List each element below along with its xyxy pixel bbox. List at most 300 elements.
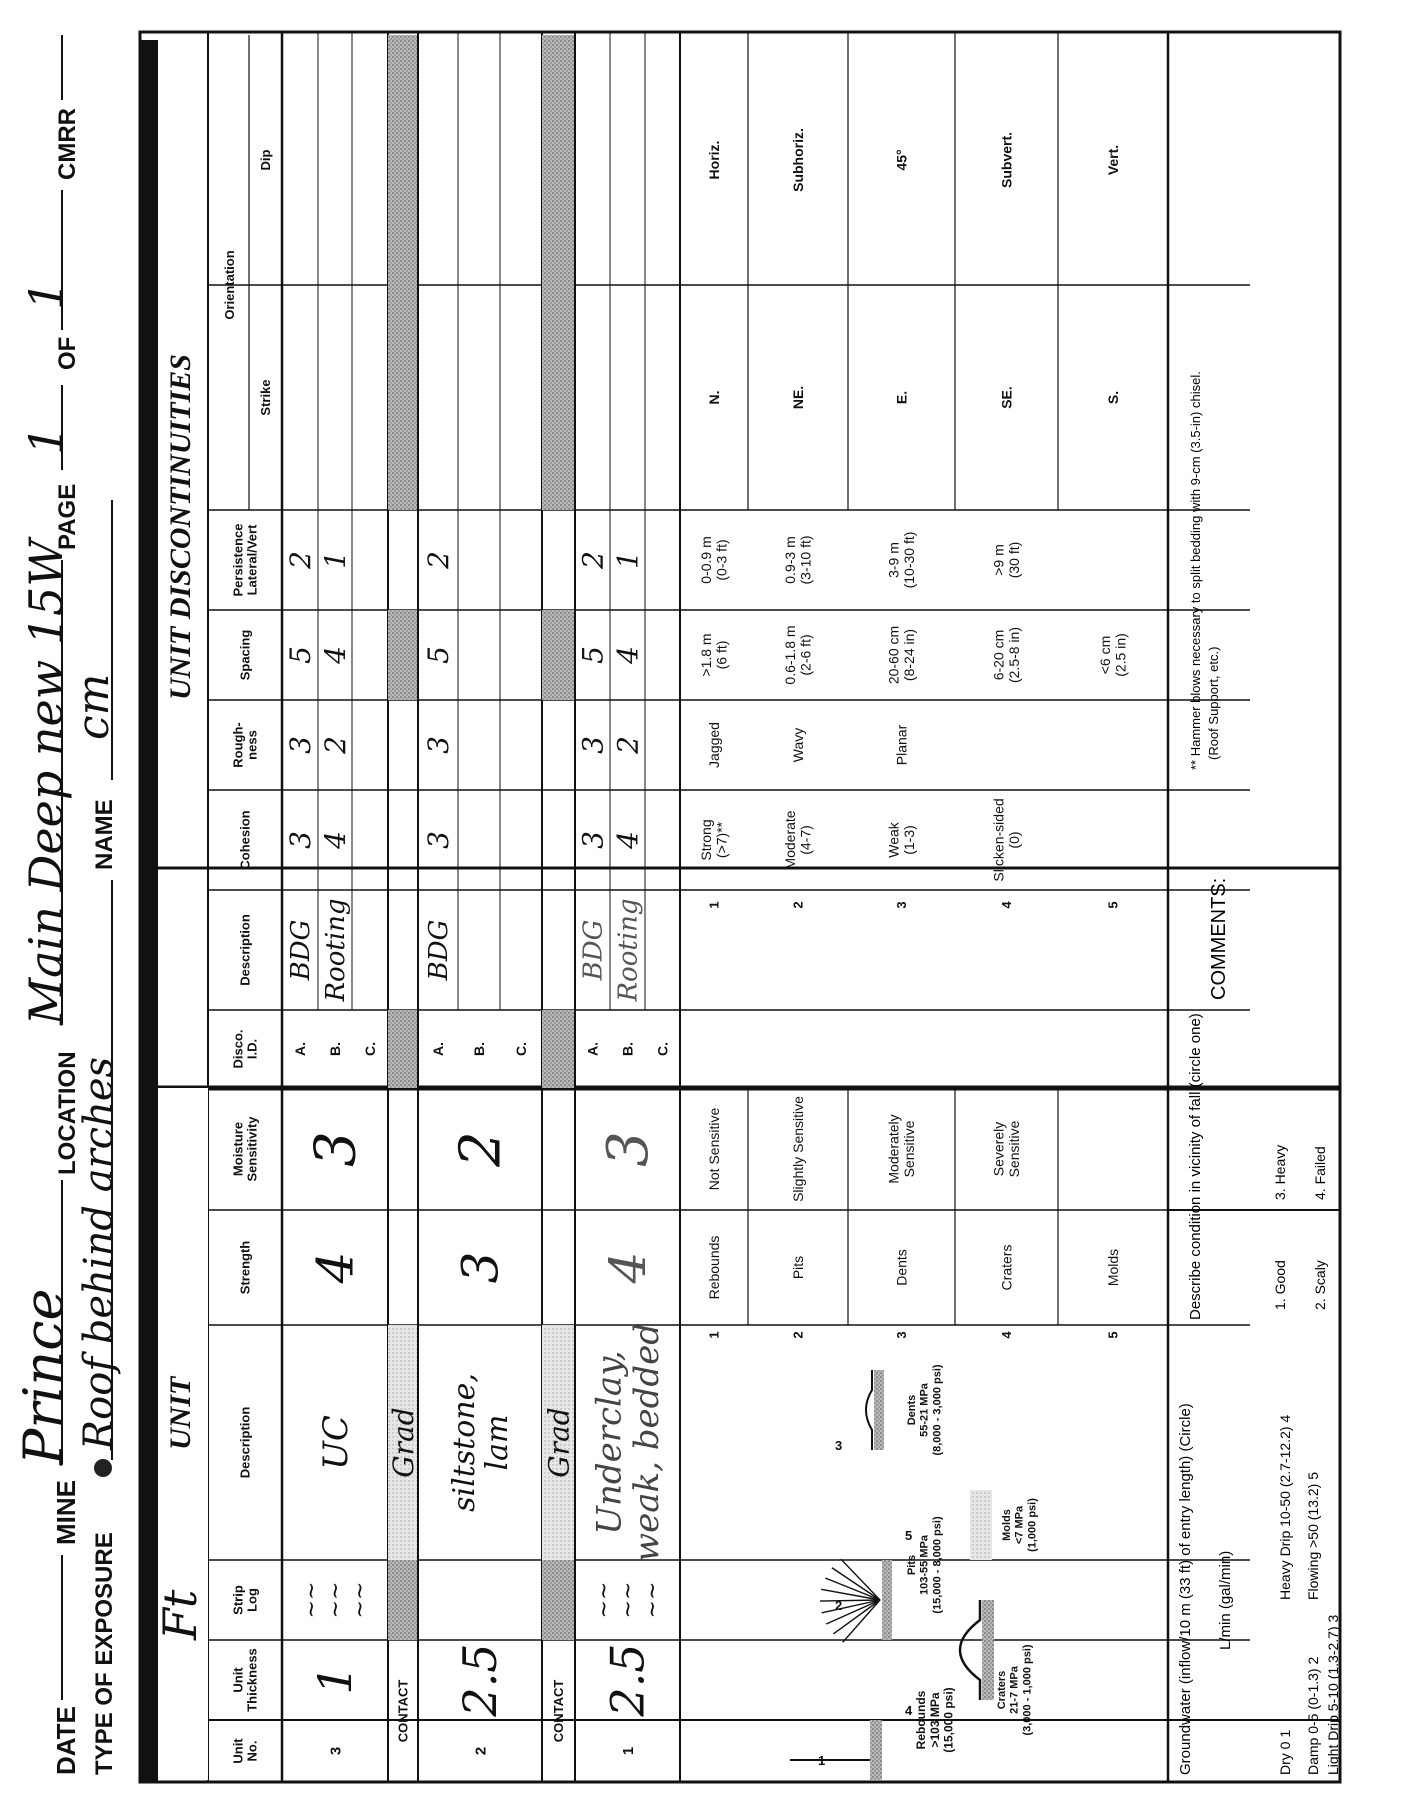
- legend-moisture-line: Moderately: [885, 1114, 902, 1184]
- legend-persistence: [782, 535, 813, 584]
- header-dip-line: Dip: [258, 149, 274, 171]
- disc-persistence: [319, 551, 352, 569]
- legend-dip-line: Horiz.: [705, 140, 722, 180]
- cmrr-label: CMRR: [54, 108, 81, 180]
- legend-cohesion: [698, 819, 729, 860]
- header-strike: [258, 379, 273, 415]
- legend-moisture-line: Not Sensitive: [705, 1107, 722, 1191]
- header-dip: [258, 149, 273, 170]
- exposure-label: TYPE OF EXPOSURE: [91, 1532, 118, 1775]
- disc-id-line: B.: [470, 1042, 487, 1056]
- disc-description-line: BDG: [424, 919, 455, 981]
- legend-roughness-line: Planar: [893, 724, 910, 766]
- diagram-dents-label: Dents: [906, 1394, 918, 1426]
- unit-moisture-line: 3: [303, 1131, 369, 1167]
- diagram-pits-label: 103-55 MPa: [918, 1535, 931, 1595]
- contact-shading: [388, 1560, 418, 1640]
- page-value: 1: [19, 425, 73, 455]
- header-unit-description-line: Description: [237, 1406, 253, 1479]
- unit-number: [327, 1747, 344, 1755]
- disc-cohesion-line: 4: [611, 831, 645, 849]
- header-cohesion-line: Cohesion: [237, 810, 253, 870]
- legend-spacing-line: 6-20 cm: [990, 629, 1007, 681]
- legend-strike-line: NE.: [789, 385, 806, 410]
- legend-strength-line: Dents: [893, 1249, 910, 1286]
- diagram-number: 1: [818, 1753, 826, 1768]
- unit-description-line: siltstone,: [447, 1373, 482, 1512]
- legend-persistence-line: 3-9 m: [885, 542, 902, 578]
- legend-moisture-line: Sensitive: [1006, 1120, 1023, 1178]
- disc-roughness-line: 3: [576, 736, 610, 754]
- legend-dip-line: 45°: [893, 149, 910, 171]
- disc-roughness-line: 2: [611, 736, 645, 754]
- unit-moisture: [596, 1131, 661, 1167]
- legend-strength-line: Molds: [1104, 1248, 1121, 1287]
- disc-roughness-line: 3: [283, 736, 317, 754]
- disc-cohesion-line: 3: [421, 831, 455, 849]
- groundwater-units: L/min (gal/min): [1217, 1550, 1234, 1650]
- diagram-rebounds-label: (15,000 psi): [941, 1687, 956, 1753]
- legend-strength: [1105, 1249, 1121, 1286]
- strip-log-marks-line: ~~: [616, 1581, 642, 1619]
- legend-persistence-line: (10-30 ft): [901, 531, 918, 589]
- diagram-rebounds-label: Rebounds: [914, 1690, 928, 1750]
- unit-section-title: UNIT: [164, 1376, 197, 1450]
- groundwater-option[interactable]: Dry 0 1: [1277, 1729, 1293, 1775]
- header-unit-no-line: Unit: [230, 1738, 246, 1764]
- disc-id: [292, 1042, 308, 1056]
- disc-persistence: [576, 551, 609, 570]
- groundwater-option[interactable]: Heavy Drip 10-50 (2.7-12.2) 4: [1277, 1414, 1293, 1600]
- header-unit-description: [238, 1407, 253, 1479]
- mine-label: MINE: [51, 1480, 81, 1545]
- unit-strength: [452, 1252, 510, 1284]
- disc-persistence: [284, 551, 317, 570]
- header-roughness-line: ness: [244, 730, 260, 760]
- disc-id-line: B.: [619, 1042, 636, 1056]
- legend-moisture: [706, 1108, 722, 1191]
- disc-spacing-line: 5: [576, 646, 610, 664]
- legend-strength-line: Craters: [998, 1244, 1015, 1291]
- header-unit-no-line: No.: [244, 1740, 260, 1762]
- contact-shading: [388, 610, 418, 700]
- legend-persistence-line: (0-3 ft): [713, 539, 730, 581]
- header-persistence-line: Persistence: [230, 523, 246, 597]
- legend-spacing-line: (2-6 ft): [797, 634, 814, 676]
- legend-strike-line: SE.: [998, 386, 1015, 409]
- legend-strike: [998, 386, 1014, 409]
- legend-number: [1106, 901, 1121, 908]
- contact-description: [387, 1407, 420, 1477]
- condition-option[interactable]: 2. Scaly: [1312, 1260, 1328, 1310]
- disc-id-line: B.: [326, 1042, 343, 1056]
- legend-number-line: 1: [706, 901, 722, 909]
- legend-strike-line: E.: [893, 390, 910, 405]
- header-orientation-line: Orientation: [222, 250, 238, 320]
- disc-cohesion: [284, 831, 317, 849]
- diagram-craters-label: 21-7 MPa: [1008, 1666, 1021, 1714]
- legend-strength: [706, 1236, 722, 1300]
- legend-persistence-line: (30 ft): [1006, 541, 1023, 579]
- unit-strength: [307, 1252, 365, 1285]
- contact-label: [396, 1680, 411, 1743]
- legend-spacing-line: (2.5-8 in): [1006, 626, 1023, 684]
- disc-roughness: [319, 736, 352, 755]
- diagram-molds-label: (1,000 psi): [1026, 1498, 1039, 1552]
- legend-moisture: [886, 1114, 917, 1183]
- unit-thickness: [308, 1665, 362, 1694]
- diagram-dents-label: 55-21 MPa: [918, 1383, 931, 1437]
- legend-cohesion-line: (0): [1006, 831, 1023, 849]
- header-unit-no: [230, 1738, 259, 1764]
- header-disco-id-line: Disco.: [230, 1029, 246, 1069]
- disc-id: [654, 1042, 670, 1056]
- disc-spacing-line: 5: [421, 646, 455, 664]
- disc-description-line: BDG: [286, 919, 317, 981]
- disc-spacing-line: 4: [611, 646, 645, 664]
- disc-roughness: [284, 736, 317, 754]
- legend-spacing: [991, 627, 1022, 683]
- legend-dip-line: Vert.: [1104, 144, 1121, 176]
- legend-number: [707, 1331, 722, 1338]
- unit-moisture-line: 2: [448, 1131, 514, 1167]
- disc-cohesion-line: 4: [318, 831, 352, 849]
- diagram-rebounds-label: >103 MPa: [927, 1692, 942, 1748]
- disc-roughness-line: 2: [318, 736, 352, 754]
- disc-id: [584, 1042, 600, 1056]
- legend-number-line: 1: [706, 1331, 722, 1339]
- disc-persistence-line: 1: [318, 551, 352, 569]
- legend-persistence: [991, 542, 1022, 579]
- disc-description-line: Rooting: [613, 898, 644, 1002]
- disc-cohesion: [422, 831, 455, 849]
- unit-strength-line: 3: [451, 1251, 510, 1284]
- legend-dip: [893, 149, 909, 170]
- legend-spacing-line: (2.5 in): [1112, 633, 1129, 677]
- header-persistence-line: Lateral/Vert: [244, 524, 260, 596]
- legend-roughness: [790, 728, 806, 762]
- unit-description: [316, 1415, 356, 1470]
- legend-number: [894, 901, 909, 908]
- legend-persistence-line: 0-0.9 m: [698, 536, 715, 584]
- unit-moisture: [449, 1131, 514, 1168]
- header-thickness-line: Thickness: [244, 1648, 260, 1712]
- diagram-craters-label: Craters: [996, 1670, 1008, 1710]
- page-label: PAGE: [54, 483, 81, 550]
- disc-persistence: [611, 551, 644, 569]
- legend-cohesion: [886, 821, 917, 858]
- exposure-checkmark-icon: [94, 1459, 112, 1477]
- contact-shading: [388, 1010, 418, 1088]
- strip-log-marks-line: ~~: [299, 1581, 325, 1619]
- unit-number: [472, 1747, 489, 1755]
- contact-shading: [542, 1560, 575, 1640]
- contact-label-line: CONTACT: [395, 1679, 411, 1743]
- header-disc-description: [238, 914, 253, 986]
- strip-log-marks: [592, 1582, 665, 1619]
- contact-shading: [388, 35, 418, 510]
- header-moisture-line: Moisture: [230, 1121, 246, 1177]
- legend-moisture: [790, 1096, 806, 1202]
- legend-persistence-line: (3-10 ft): [797, 535, 814, 585]
- legend-cohesion-line: Slicken-sided: [990, 798, 1007, 882]
- condition-option[interactable]: 3. Heavy: [1272, 1144, 1288, 1200]
- disc-id: [362, 1042, 378, 1056]
- disc-description-line: BDG: [578, 919, 609, 981]
- condition-option[interactable]: 4. Failed: [1312, 1146, 1328, 1200]
- disc-cohesion: [319, 831, 352, 850]
- legend-strength: [893, 1249, 909, 1286]
- legend-cohesion-line: (>7)**: [713, 821, 730, 859]
- name-label: NAME: [91, 799, 118, 870]
- legend-strike: [706, 391, 722, 405]
- legend-dip: [706, 141, 722, 180]
- disc-roughness: [422, 736, 455, 754]
- disc-description: [321, 898, 351, 1002]
- legend-number-line: 2: [790, 901, 806, 909]
- legend-moisture: [991, 1120, 1022, 1177]
- contact-description: [542, 1407, 575, 1477]
- unit-description-line: Underclay,: [589, 1350, 630, 1535]
- pit-rock: [882, 1560, 892, 1640]
- header-spacing-line: Spacing: [237, 629, 253, 681]
- legend-dip: [1105, 145, 1121, 175]
- unit-thickness: [453, 1643, 507, 1717]
- dent-rock: [874, 1370, 884, 1450]
- legend-dip: [790, 128, 806, 192]
- unit-thickness: [601, 1643, 655, 1717]
- unit-strength-line: 4: [599, 1251, 657, 1284]
- contact-label: [551, 1680, 566, 1743]
- legend-moisture-line: Slightly Sensitive: [789, 1096, 806, 1202]
- legend-strike: [1105, 391, 1121, 404]
- disc-cohesion-line: 3: [576, 831, 610, 849]
- legend-number-line: 5: [1105, 901, 1121, 909]
- legend-strength: [790, 1256, 806, 1279]
- legend-number: [999, 1331, 1014, 1339]
- legend-dip-line: Subhoriz.: [789, 128, 806, 192]
- header-strip-log-line: Strip: [230, 1585, 246, 1615]
- condition-title: Describe condition in vicinity of fall (circle one): [1187, 1013, 1204, 1320]
- contact-description-line: Grad: [386, 1407, 420, 1478]
- legend-strike-line: N.: [705, 390, 722, 405]
- unit-strength-line: 4: [306, 1251, 365, 1284]
- legend-roughness-line: Wavy: [789, 727, 806, 763]
- groundwater-option[interactable]: Light Drip 5-10 (1.3-2.7) 3: [1325, 1614, 1341, 1775]
- legend-spacing-line: >1.8 m: [698, 633, 715, 677]
- thickness-units: Ft: [153, 1589, 207, 1640]
- disc-persistence-line: 2: [576, 551, 610, 569]
- legend-spacing-line: 0.6-1.8 m: [782, 625, 799, 685]
- legend-strike: [790, 386, 806, 409]
- condition-option[interactable]: 1. Good: [1272, 1260, 1288, 1310]
- rebound-rock: [870, 1720, 882, 1780]
- legend-number-line: 2: [790, 1331, 806, 1339]
- legend-number: [791, 1331, 806, 1338]
- diagram-molds-label: Molds: [1001, 1509, 1013, 1541]
- legend-dip: [998, 132, 1014, 188]
- legend-spacing-line: (6 ft): [713, 640, 730, 670]
- unit-description-line: weak, bedded: [627, 1322, 668, 1563]
- disc-id: [430, 1042, 446, 1056]
- disc-spacing: [576, 646, 609, 664]
- contact-shading: [542, 35, 575, 510]
- legend-number: [707, 901, 722, 908]
- diagram-molds-label: <7 MPa: [1013, 1505, 1026, 1545]
- disc-description: [579, 920, 609, 982]
- disc-id-line: C.: [654, 1042, 671, 1056]
- location-value: Main Deep new 15W: [19, 539, 73, 1025]
- legend-number: [999, 901, 1014, 909]
- unit-description-line: UC: [315, 1415, 356, 1470]
- name-value: cm: [68, 673, 119, 740]
- disc-id: [471, 1042, 487, 1056]
- legend-moisture-line: Severely: [990, 1121, 1007, 1177]
- disc-persistence-line: 1: [611, 551, 645, 569]
- disc-spacing: [422, 646, 455, 664]
- strip-log-marks: [300, 1582, 373, 1619]
- legend-strength: [998, 1245, 1014, 1291]
- legend-strike-line: S.: [1104, 390, 1121, 405]
- unit-moisture: [304, 1131, 369, 1167]
- disc-id: [327, 1042, 343, 1056]
- mold-rock: [970, 1490, 992, 1560]
- comments-note: ** Hammer blows necessary to split bedding with 9-cm (3.5-in) chisel.: [1188, 371, 1203, 770]
- header-spacing: [238, 630, 253, 681]
- legend-number-line: 4: [999, 901, 1015, 909]
- crater-rock: [982, 1600, 994, 1700]
- exposure-value: Roof behind arches: [76, 1056, 122, 1450]
- legend-cohesion-line: (4-7): [797, 825, 814, 855]
- disc-id-line: C.: [361, 1042, 378, 1056]
- disc-description: [424, 920, 454, 982]
- legend-number: [791, 901, 806, 908]
- unit-description: [590, 1323, 667, 1562]
- legend-cohesion-line: Strong: [698, 819, 715, 861]
- strip-log-marks-line: ~~: [347, 1581, 373, 1619]
- legend-number-line: 3: [894, 1331, 910, 1339]
- of-label: OF: [54, 336, 81, 370]
- disc-id-line: A.: [429, 1042, 446, 1056]
- legend-number: [894, 1331, 909, 1338]
- disc-roughness: [611, 736, 644, 755]
- legend-spacing-line: <6 cm: [1097, 635, 1114, 675]
- mine-value: Prince: [12, 1288, 75, 1465]
- contact-shading: [542, 610, 575, 700]
- legend-number-line: 5: [1105, 1331, 1121, 1339]
- unit-number-line: 2: [472, 1746, 490, 1756]
- diagram-number: 5: [905, 1528, 913, 1543]
- legend-strength-line: Pits: [789, 1255, 806, 1280]
- unit-number-line: 3: [327, 1746, 345, 1756]
- header-disc-description-line: Description: [237, 914, 253, 986]
- contact-shading: [542, 1010, 575, 1088]
- legend-roughness: [706, 722, 722, 768]
- legend-roughness-line: Jagged: [705, 722, 722, 768]
- diagram-number: 4: [905, 1703, 913, 1718]
- diagram-number: 2: [835, 1598, 843, 1613]
- disc-id-line: A.: [584, 1042, 601, 1056]
- header-thickness-line: Unit: [230, 1667, 246, 1693]
- unit-strength: [599, 1252, 657, 1285]
- disc-roughness: [576, 736, 609, 754]
- disc-roughness-line: 3: [421, 736, 455, 754]
- disc-description: [286, 920, 316, 982]
- legend-persistence-line: >9 m: [990, 544, 1007, 576]
- legend-spacing-line: (8-24 in): [901, 628, 918, 682]
- legend-cohesion-line: (1-3): [901, 825, 918, 855]
- unit-moisture-line: 3: [596, 1131, 662, 1167]
- strip-log-marks-line: ~~: [592, 1581, 617, 1619]
- header-strike-line: Strike: [258, 379, 274, 416]
- disc-cohesion: [576, 831, 609, 849]
- groundwater-title: Groundwater (inflow/10 m (33 ft) of entry length) (Circle): [1177, 1403, 1194, 1775]
- header-moisture-line: Sensitivity: [244, 1116, 260, 1182]
- unit-thickness-line: 1: [308, 1665, 363, 1695]
- diagram-number: 3: [835, 1438, 843, 1453]
- header-strip-log: [230, 1585, 259, 1615]
- groundwater-option[interactable]: Damp 0-5 (0-1.3) 2: [1305, 1656, 1321, 1775]
- disc-spacing: [284, 646, 317, 664]
- disc-spacing-line: 5: [283, 646, 317, 664]
- header-persistence: [230, 524, 259, 597]
- header-strength: [238, 1241, 253, 1295]
- diagram-craters-label: (3,000 - 1,000 psi): [1021, 1644, 1034, 1736]
- contact-description-line: Grad: [542, 1407, 576, 1478]
- disc-persistence: [422, 551, 455, 570]
- unit-thickness-line: 2.5: [600, 1643, 655, 1717]
- legend-persistence-line: 0.9-3 m: [782, 536, 799, 584]
- header-strip-log-line: Log: [244, 1588, 260, 1612]
- comments-label: COMMENTS:: [1208, 877, 1230, 1000]
- contact-label-line: CONTACT: [551, 1679, 567, 1743]
- legend-spacing-line: 20-60 cm: [885, 625, 902, 685]
- date-label: DATE: [51, 1706, 81, 1775]
- location-label: LOCATION: [54, 1051, 81, 1175]
- disc-id-line: C.: [512, 1042, 529, 1056]
- comments-note2: (Roof Support, etc.): [1206, 646, 1221, 760]
- strip-log-marks-line: ~~: [323, 1581, 349, 1619]
- legend-cohesion-line: Moderate: [782, 810, 799, 870]
- disc-cohesion: [611, 831, 644, 850]
- unit-number: [620, 1747, 637, 1755]
- legend-spacing: [886, 626, 917, 684]
- unit-number-line: 1: [619, 1746, 637, 1756]
- diagram-dents-label: (8,000 - 3,000 psi): [931, 1364, 944, 1456]
- unit-thickness-line: 2.5: [453, 1643, 508, 1717]
- strip-log-marks-line: ~~: [640, 1581, 666, 1619]
- legend-strike: [893, 391, 909, 404]
- disc-section-title: UNIT DISCONTINUITIES: [164, 354, 197, 700]
- disc-spacing-line: 4: [318, 646, 352, 664]
- unit-description-line: lam: [480, 1414, 515, 1471]
- legend-spacing: [1097, 633, 1128, 677]
- legend-strength-line: Rebounds: [705, 1235, 722, 1300]
- header-moisture: [230, 1116, 259, 1182]
- groundwater-option[interactable]: Flowing >50 (13.2) 5: [1305, 1471, 1321, 1600]
- of-value: 1: [19, 280, 73, 310]
- legend-moisture-line: Sensitive: [901, 1120, 918, 1178]
- disc-description: [614, 898, 644, 1002]
- legend-number-line: 3: [894, 901, 910, 909]
- disc-description-line: Rooting: [321, 898, 352, 1002]
- diagram-pits-label: Pits: [906, 1554, 918, 1576]
- disc-persistence-line: 2: [283, 551, 317, 569]
- disc-id: [619, 1042, 635, 1056]
- disc-id-line: A.: [291, 1042, 308, 1056]
- header-disco-id-line: I.D.: [244, 1038, 260, 1060]
- disc-spacing: [611, 646, 644, 665]
